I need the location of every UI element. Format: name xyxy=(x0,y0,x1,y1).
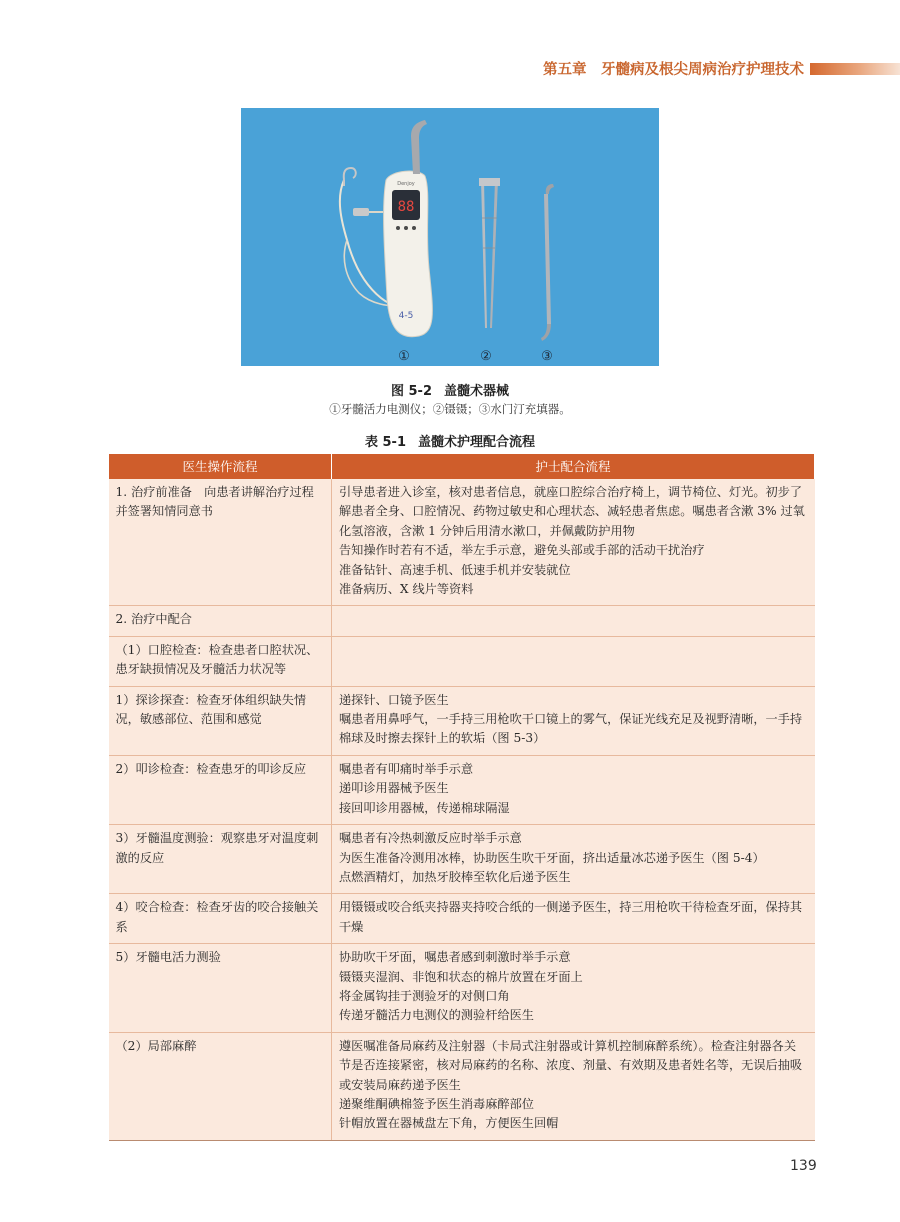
nurse-step: 递聚维酮碘棉签予医生消毒麻醉部位 xyxy=(339,1096,534,1111)
filling-instrument-top-end xyxy=(546,184,554,194)
nurse-steps xyxy=(332,636,815,686)
nurse-step: 针帽放置在器械盘左下角，方便医生回帽 xyxy=(339,1116,559,1131)
doctor-step: 5）牙髓电活力测验 xyxy=(109,944,332,1033)
nurse-step: 协助吹干牙面，嘱患者感到刺激时举手示意 xyxy=(339,950,571,965)
doctor-step: 2）叩诊检查：检查患牙的叩诊反应 xyxy=(109,755,332,824)
figure-label-1: ① xyxy=(398,349,410,364)
doctor-step: （1）口腔检查：检查患者口腔状况、患牙缺损情况及牙髓活力状况等 xyxy=(109,636,332,686)
figure-number: 图 5-2 xyxy=(390,384,432,399)
nurse-step: 递探针、口镜予医生 xyxy=(339,692,449,707)
table-title: 盖髓术护理配合流程 xyxy=(418,435,536,450)
nurse-steps xyxy=(332,944,815,1033)
tweezers-top xyxy=(479,178,500,186)
table-row xyxy=(109,755,815,824)
table-row xyxy=(109,894,815,944)
nurse-steps xyxy=(332,479,815,606)
table-row xyxy=(109,479,815,606)
nurse-step: 引导患者进入诊室，核对患者信息，就座口腔综合治疗椅上，调节椅位、灯光。初步了解患者全身、口腔情况、药物过敏史和心理状态、减轻患者焦虑。嘱患者含漱 3% 过氧化氢溶液，含漱 1 分钟后用清水漱口，并佩戴防护用物 xyxy=(339,485,805,538)
chapter-title: 第五章 牙髓病及根尖周病治疗护理技术 xyxy=(543,62,804,78)
page-number: 139 xyxy=(790,1158,817,1174)
nurse-steps xyxy=(332,606,815,636)
nurse-steps xyxy=(332,1032,815,1140)
tester-button xyxy=(412,226,416,230)
figure-caption xyxy=(0,380,900,399)
table-row xyxy=(109,636,815,686)
nurse-step: 嘱患者有冷热刺激反应时举手示意 xyxy=(339,831,522,846)
nurse-steps xyxy=(332,755,815,824)
table-row xyxy=(109,825,815,894)
nurse-step: 点燃酒精灯，加热牙胶棒至软化后递予医生 xyxy=(339,869,571,884)
nurse-steps xyxy=(332,686,815,755)
nurse-step: 嘱患者有叩痛时举手示意 xyxy=(339,761,474,776)
tweezers-left-arm xyxy=(481,180,487,328)
nursing-procedure-table xyxy=(108,454,815,1141)
filling-instrument-handle xyxy=(544,194,551,324)
table-header-row xyxy=(109,454,815,479)
nurse-step: 递叩诊用器械予医生 xyxy=(339,781,449,796)
doctor-step: 1）探诊探查：检查牙体组织缺失情况，敏感部位、范围和感觉 xyxy=(109,686,332,755)
doctor-step: 2. 治疗中配合 xyxy=(109,606,332,636)
figure-title: 盖髓术器械 xyxy=(444,384,510,399)
tester-button xyxy=(404,226,408,230)
table-number: 表 5-1 xyxy=(364,435,406,450)
nurse-step: 为医生准备冷测用冰棒，协助医生吹干牙面，挤出适量冰芯递予医生（图 5-4） xyxy=(339,850,765,865)
device-brand-text: Denjoy xyxy=(397,181,415,187)
doctor-step: 1. 治疗前准备 向患者讲解治疗过程并签署知情同意书 xyxy=(109,479,332,606)
table-row xyxy=(109,1032,815,1140)
table-row xyxy=(109,686,815,755)
nurse-step: 准备病历、X 线片等资料 xyxy=(339,582,474,597)
table-row xyxy=(109,606,815,636)
figure-label-3: ③ xyxy=(541,349,553,364)
tester-probe-tip xyxy=(411,120,427,174)
svg-text:88: 88 xyxy=(397,199,415,215)
table-row xyxy=(109,944,815,1033)
header-doctor-procedure: 医生操作流程 xyxy=(109,454,332,479)
running-header xyxy=(480,58,900,80)
doctor-step: 3）牙髓温度测验：观察患牙对温度刺激的反应 xyxy=(109,825,332,894)
nurse-step: 接回叩诊用器械，传递棉球隔湿 xyxy=(339,800,510,815)
cable-connector xyxy=(353,208,369,216)
figure-label-2: ② xyxy=(480,349,492,364)
instrument-illustration xyxy=(241,108,659,366)
nurse-step: 传递牙髓活力电测仪的测验杆给医生 xyxy=(339,1008,534,1023)
instrument-photo xyxy=(241,108,659,366)
lip-hook xyxy=(344,168,356,186)
filling-instrument-bottom-end xyxy=(541,324,551,341)
nurse-steps xyxy=(332,825,815,894)
figure-subcaption: ①牙髓活力电测仪；②镊镊；③水门汀充填器。 xyxy=(329,402,571,416)
tweezers-right-arm xyxy=(490,180,498,328)
nurse-step: 准备钻针、高速手机、低速手机并安装就位 xyxy=(339,562,571,577)
header-nurse-procedure: 护士配合流程 xyxy=(332,454,815,479)
handwritten-label: 4-5 xyxy=(398,311,414,321)
tester-button xyxy=(396,226,400,230)
nurse-steps xyxy=(332,894,815,944)
doctor-step: 4）咬合检查：检查牙齿的咬合接触关系 xyxy=(109,894,332,944)
nurse-step: 遵医嘱准备局麻药及注射器（卡局式注射器或计算机控制麻醉系统）。检查注射器各关节是否连接紧密，核对局麻药的名称、浓度、剂量、有效期及患者姓名等，无误后抽吸或安装局麻药递予医生 xyxy=(339,1038,803,1092)
doctor-step: （2）局部麻醉 xyxy=(109,1032,332,1140)
table-caption xyxy=(0,431,900,450)
nurse-step: 将金属钩挂于测验牙的对侧口角 xyxy=(339,988,510,1003)
header-decoration-bar xyxy=(810,63,900,75)
nurse-step: 镊镊夹湿润、非饱和状态的棉片放置在牙面上 xyxy=(339,969,583,984)
nurse-step: 嘱患者用鼻呼气，一手持三用枪吹干口镜上的雾气，保证光线充足及视野清晰，一手持棉球及时擦去探针上的软垢（图 5-3） xyxy=(339,712,803,746)
nurse-step: 用镊镊或咬合纸夹持器夹持咬合纸的一侧递予医生，持三用枪吹干待检查牙面，保持其干燥 xyxy=(339,900,803,934)
nurse-step: 告知操作时若有不适，举左手示意，避免头部或手部的活动干扰治疗 xyxy=(339,543,705,558)
